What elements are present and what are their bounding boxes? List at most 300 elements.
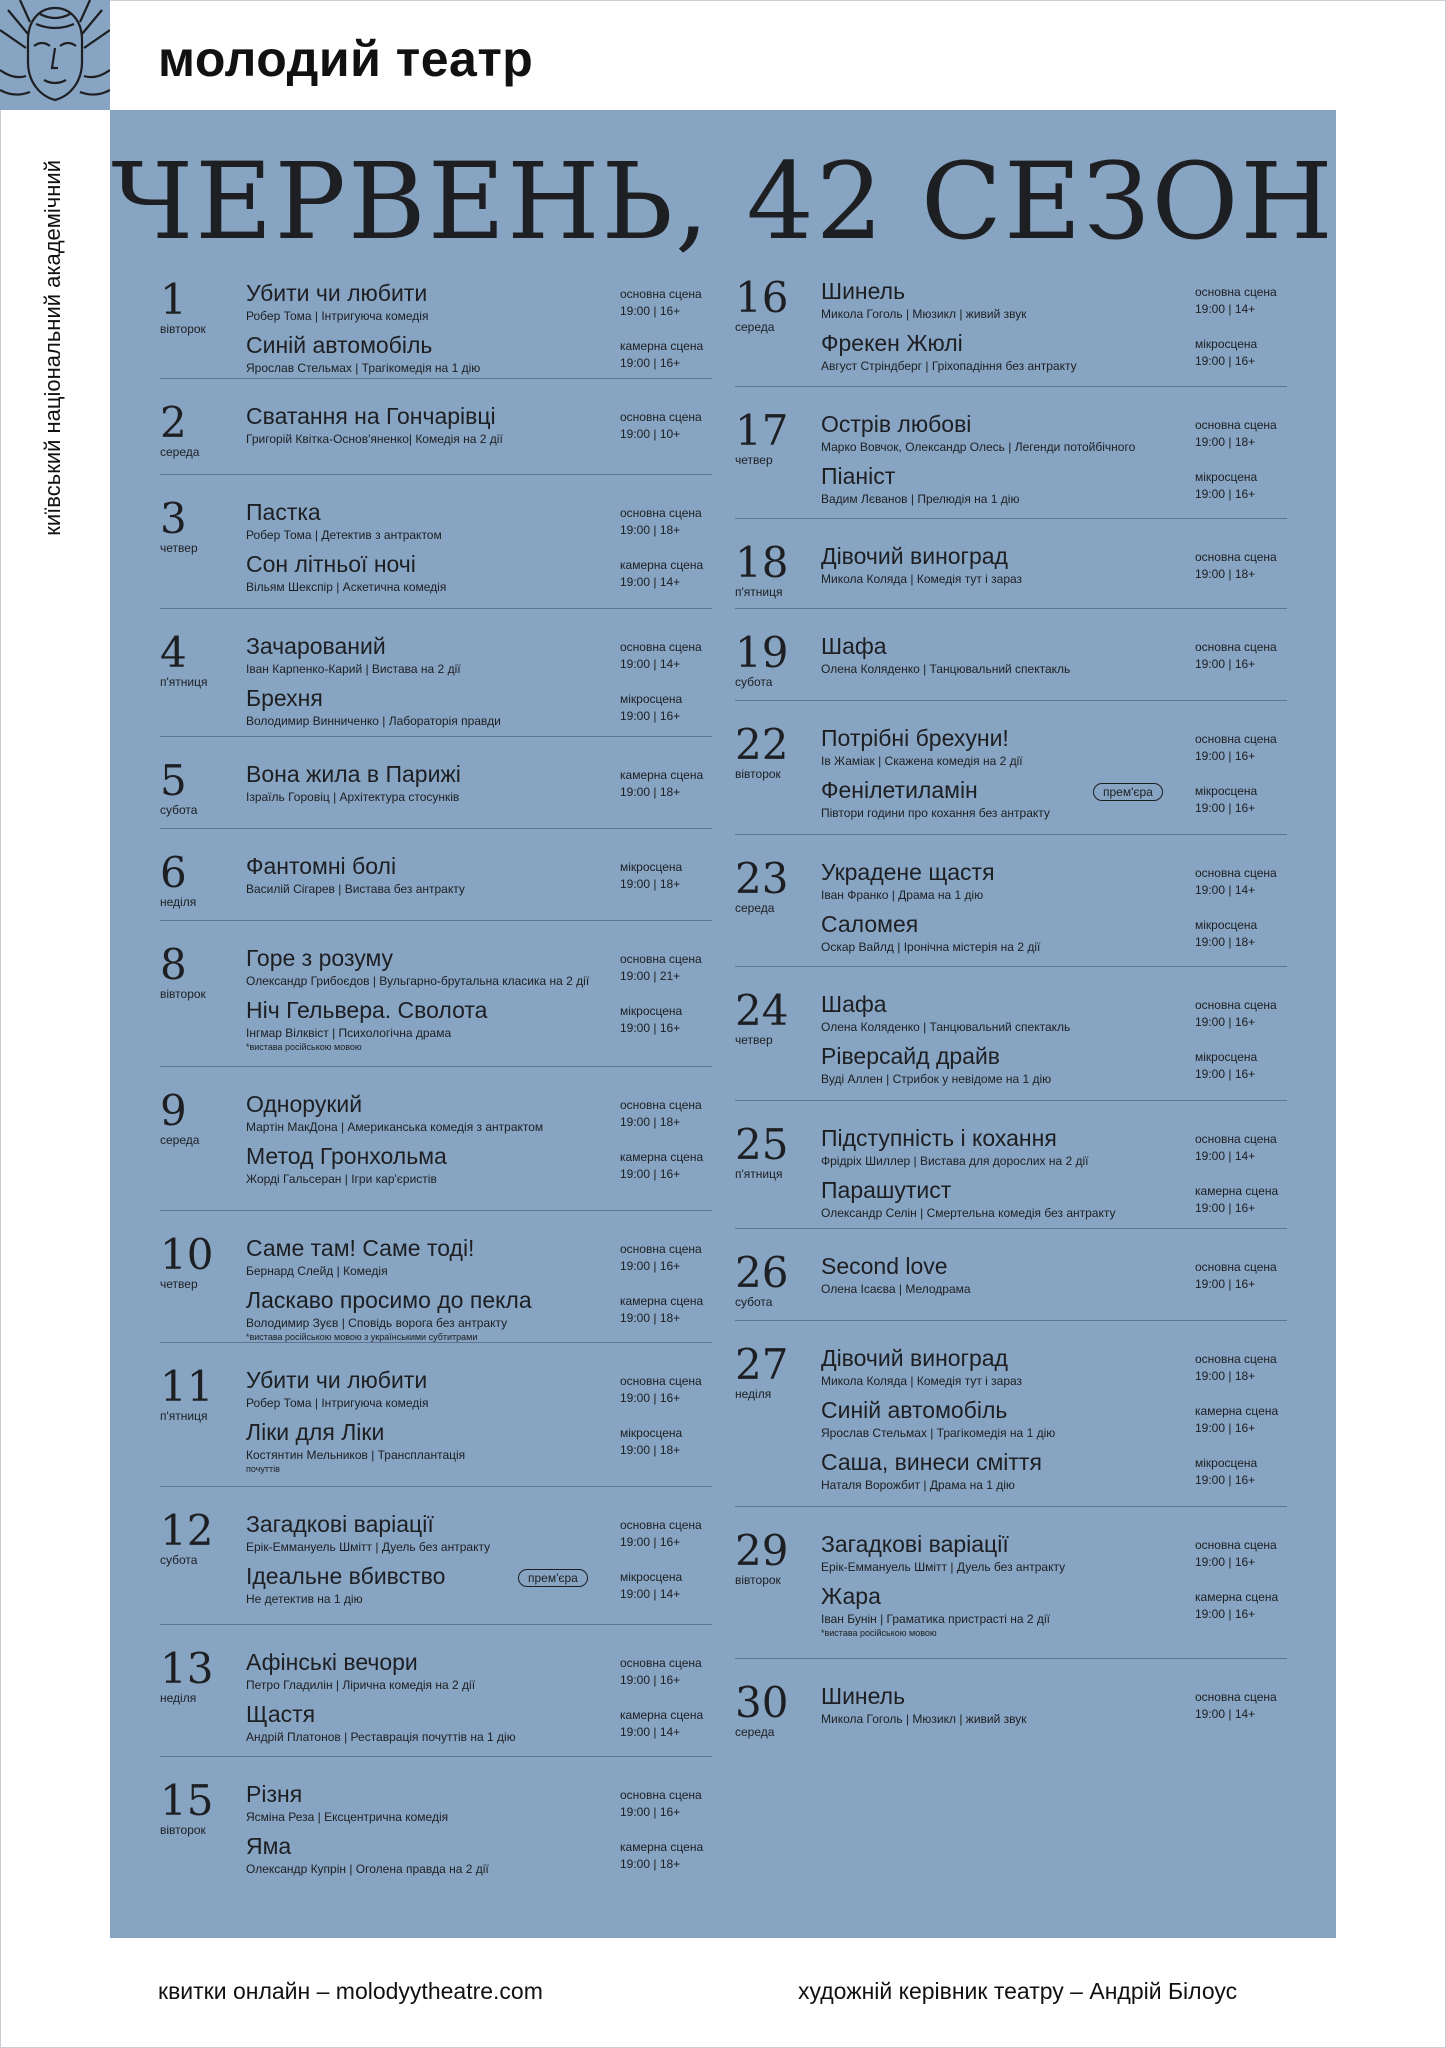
day-weekday: субота bbox=[160, 803, 198, 817]
show-time-age: 19:00 | 16+ bbox=[1195, 1277, 1256, 1291]
show-venue: основна сцена bbox=[620, 287, 702, 301]
day-weekday: вівторок bbox=[160, 1823, 206, 1837]
show-venue-time bbox=[620, 639, 702, 673]
show-entry[interactable] bbox=[821, 1345, 1287, 1397]
show-venue-time bbox=[1195, 1351, 1277, 1385]
show-title: Брехня bbox=[246, 685, 323, 711]
show-time-age: 19:00 | 16+ bbox=[1195, 1201, 1256, 1215]
show-venue: основна сцена bbox=[620, 640, 702, 654]
show-entry[interactable] bbox=[246, 403, 712, 455]
day-block bbox=[160, 920, 712, 1052]
show-entry[interactable] bbox=[821, 633, 1287, 685]
show-time-age: 19:00 | 16+ bbox=[1195, 1421, 1256, 1435]
show-description: Мартін МакДона | Американська комедія з антрактом bbox=[246, 1120, 544, 1134]
show-title: Саша, винеси сміття bbox=[821, 1449, 1042, 1475]
show-entry[interactable] bbox=[246, 332, 712, 384]
show-title: Горе з розуму bbox=[246, 945, 394, 971]
show-time-age: 19:00 | 18+ bbox=[1195, 1369, 1256, 1383]
show-title: Афінські вечори bbox=[246, 1649, 418, 1675]
day-block bbox=[735, 700, 1287, 820]
day-block bbox=[160, 828, 712, 909]
show-description: Ярослав Стельмах | Трагікомедія на 1 дію bbox=[246, 361, 481, 375]
day-number: 26 bbox=[735, 1248, 789, 1297]
show-title: Щастя bbox=[246, 1701, 316, 1727]
show-entry[interactable] bbox=[246, 1287, 712, 1342]
day-weekday: четвер bbox=[735, 1033, 773, 1047]
show-venue: основна сцена bbox=[1195, 550, 1277, 564]
day-block bbox=[160, 378, 712, 459]
show-title: Убити чи любити bbox=[246, 280, 428, 306]
show-time-age: 19:00 | 16+ bbox=[1195, 1067, 1256, 1081]
show-entry[interactable] bbox=[246, 633, 712, 685]
day-date bbox=[735, 538, 815, 599]
day-date bbox=[160, 1086, 240, 1147]
day-date bbox=[160, 398, 240, 459]
show-entry[interactable] bbox=[246, 1367, 712, 1419]
day-date bbox=[160, 628, 240, 689]
show-time-age: 19:00 | 16+ bbox=[1195, 801, 1256, 815]
show-venue-time bbox=[620, 951, 702, 985]
show-venue: основна сцена bbox=[620, 1374, 702, 1388]
show-description: Фрідріх Шиллер | Вистава для дорослих на 2 дії bbox=[821, 1154, 1089, 1168]
day-number: 1 bbox=[160, 275, 187, 324]
show-title: Украдене щастя bbox=[821, 859, 995, 885]
day-date bbox=[735, 854, 815, 915]
show-description: Микола Коляда | Комедія тут і зараз bbox=[821, 572, 1023, 586]
show-entry[interactable] bbox=[246, 1143, 712, 1195]
show-time-age: 19:00 | 16+ bbox=[1195, 657, 1256, 671]
show-entry[interactable] bbox=[821, 859, 1287, 911]
day-block bbox=[160, 1210, 712, 1342]
show-time-age: 19:00 | 21+ bbox=[620, 969, 681, 983]
show-time-age: 19:00 | 18+ bbox=[1195, 435, 1256, 449]
day-weekday: п'ятниця bbox=[160, 1409, 208, 1423]
show-venue: мікросцена bbox=[1195, 470, 1258, 484]
show-venue: мікросцена bbox=[620, 1004, 683, 1018]
day-weekday: п'ятниця bbox=[735, 585, 783, 599]
day-block bbox=[735, 1658, 1287, 1739]
day-number: 5 bbox=[160, 756, 187, 805]
show-time-age: 19:00 | 18+ bbox=[620, 877, 681, 891]
show-entry[interactable] bbox=[821, 411, 1287, 463]
show-venue: мікросцена bbox=[1195, 918, 1258, 932]
show-venue: основна сцена bbox=[1195, 1690, 1277, 1704]
day-number: 13 bbox=[160, 1644, 214, 1693]
show-time-age: 19:00 | 16+ bbox=[620, 709, 681, 723]
show-venue-time bbox=[620, 1839, 703, 1873]
show-venue: мікросцена bbox=[620, 1570, 683, 1584]
show-time-age: 19:00 | 16+ bbox=[1195, 487, 1256, 501]
show-venue: основна сцена bbox=[1195, 418, 1277, 432]
show-title: Потрібні брехуни! bbox=[821, 725, 1009, 751]
day-weekday: четвер bbox=[160, 1277, 198, 1291]
day-number: 12 bbox=[160, 1506, 214, 1555]
theatre-brand-title: молодий театр bbox=[158, 31, 534, 87]
show-title: Дівочий виноград bbox=[821, 1345, 1008, 1371]
day-block bbox=[735, 1228, 1287, 1309]
show-title: Сон літньої ночі bbox=[246, 551, 416, 577]
day-weekday: четвер bbox=[160, 541, 198, 555]
show-description: Не детектив на 1 дію bbox=[246, 1592, 363, 1606]
show-entry[interactable] bbox=[821, 725, 1287, 777]
show-description: Півтори години про кохання без антракту bbox=[821, 806, 1050, 820]
show-entry[interactable] bbox=[821, 1043, 1287, 1095]
show-description: Олександр Купрін | Оголена правда на 2 дії bbox=[246, 1862, 489, 1876]
show-time-age: 19:00 | 14+ bbox=[1195, 1707, 1256, 1721]
show-venue: основна сцена bbox=[620, 1518, 702, 1532]
show-venue-time bbox=[1195, 1403, 1278, 1437]
day-weekday: вівторок bbox=[735, 767, 781, 781]
day-weekday: середа bbox=[735, 320, 775, 334]
show-venue-time bbox=[620, 1569, 682, 1603]
show-venue-time bbox=[1195, 1259, 1277, 1293]
show-title: Підступність і кохання bbox=[821, 1125, 1057, 1151]
day-weekday: середа bbox=[160, 445, 200, 459]
show-entry[interactable] bbox=[246, 1701, 712, 1753]
day-date bbox=[735, 986, 815, 1047]
show-description: Марко Вовчок, Олександр Олесь | Легенди потойбічного bbox=[821, 440, 1136, 454]
show-venue: основна сцена bbox=[1195, 640, 1277, 654]
show-time-age: 19:00 | 16+ bbox=[620, 1259, 681, 1273]
show-entry[interactable] bbox=[821, 911, 1287, 963]
day-date bbox=[160, 848, 240, 909]
show-entry[interactable] bbox=[821, 1531, 1287, 1583]
show-venue: камерна сцена bbox=[620, 768, 704, 782]
show-entry[interactable] bbox=[821, 463, 1287, 515]
day-number: 23 bbox=[735, 854, 789, 903]
show-title: Фенілетиламін bbox=[821, 777, 978, 803]
day-number: 25 bbox=[735, 1120, 789, 1169]
show-title: Саме там! Саме тоді! bbox=[246, 1235, 475, 1261]
show-venue: мікросцена bbox=[1195, 1456, 1258, 1470]
show-title: Фантомні болі bbox=[246, 853, 397, 879]
show-venue-time bbox=[1195, 1049, 1257, 1083]
show-venue: основна сцена bbox=[620, 1656, 702, 1670]
tickets-online-link[interactable]: квитки онлайн – molodyytheatre.com bbox=[158, 1978, 543, 2004]
day-weekday: вівторок bbox=[160, 322, 206, 336]
day-block bbox=[160, 1066, 712, 1186]
show-venue-time bbox=[620, 1097, 702, 1131]
show-description: Олена Коляденко | Танцювальний спектакль bbox=[821, 1020, 1071, 1034]
show-time-age: 19:00 | 14+ bbox=[620, 1587, 681, 1601]
show-entry[interactable] bbox=[246, 945, 712, 997]
show-title: Убити чи любити bbox=[246, 1367, 428, 1393]
show-venue: мікросцена bbox=[1195, 784, 1258, 798]
show-venue: камерна сцена bbox=[620, 1708, 704, 1722]
show-title: Ідеальне вбивство bbox=[246, 1563, 446, 1589]
show-note: *вистава російською мовою bbox=[821, 1628, 937, 1638]
day-weekday: неділя bbox=[160, 1691, 197, 1705]
show-venue: основна сцена bbox=[620, 1098, 702, 1112]
show-time-age: 19:00 | 16+ bbox=[620, 304, 681, 318]
show-title: Метод Гронхольма bbox=[246, 1143, 447, 1169]
day-weekday: субота bbox=[160, 1553, 198, 1567]
show-description: Ерік-Еммануель Шмітт | Дуель без антракту bbox=[821, 1560, 1066, 1574]
day-date bbox=[160, 1506, 240, 1567]
show-entry[interactable] bbox=[246, 1649, 712, 1701]
show-venue-time bbox=[1195, 997, 1277, 1031]
show-time-age: 19:00 | 18+ bbox=[620, 785, 681, 799]
show-venue-time bbox=[1195, 783, 1257, 817]
show-title: Піаніст bbox=[821, 463, 896, 489]
show-time-age: 19:00 | 18+ bbox=[620, 1443, 681, 1457]
page-title: ЧЕРВЕНЬ, 42 СЕЗОН bbox=[111, 140, 1335, 263]
show-venue-time bbox=[620, 1787, 702, 1821]
show-venue: основна сцена bbox=[1195, 998, 1277, 1012]
show-title: Second love bbox=[821, 1253, 948, 1279]
show-venue: основна сцена bbox=[620, 506, 702, 520]
show-venue-time bbox=[1195, 1455, 1257, 1489]
show-title: Синій автомобіль bbox=[246, 332, 433, 358]
show-description: Іван Франко | Драма на 1 дію bbox=[821, 888, 984, 902]
show-entry[interactable] bbox=[246, 1563, 712, 1615]
day-block bbox=[735, 966, 1287, 1086]
show-description: Ерік-Еммануель Шмітт | Дуель без антракту bbox=[246, 1540, 491, 1554]
day-weekday: середа bbox=[160, 1133, 200, 1147]
show-venue-time bbox=[620, 1293, 703, 1327]
show-description: Володимир Винниченко | Лабораторія правди bbox=[246, 714, 501, 728]
day-date bbox=[160, 1776, 240, 1837]
day-number: 17 bbox=[735, 406, 789, 455]
day-date bbox=[735, 628, 815, 689]
day-number: 4 bbox=[160, 628, 187, 677]
show-venue: мікросцена bbox=[1195, 1050, 1258, 1064]
show-time-age: 19:00 | 16+ bbox=[1195, 1555, 1256, 1569]
show-venue-time bbox=[1195, 336, 1257, 370]
day-date bbox=[160, 1644, 240, 1705]
show-description: Бернард Слейд | Комедія bbox=[246, 1264, 388, 1278]
show-time-age: 19:00 | 16+ bbox=[620, 356, 681, 370]
day-number: 2 bbox=[160, 398, 187, 447]
day-block bbox=[160, 736, 712, 817]
show-venue: основна сцена bbox=[620, 1788, 702, 1802]
show-venue: камерна сцена bbox=[620, 339, 704, 353]
show-title: Яма bbox=[246, 1833, 292, 1859]
show-entry[interactable] bbox=[246, 853, 712, 905]
show-entry[interactable] bbox=[246, 1781, 712, 1833]
show-venue: камерна сцена bbox=[620, 1294, 704, 1308]
show-title: Загадкові варіації bbox=[821, 1531, 1009, 1557]
show-entry[interactable] bbox=[246, 761, 712, 813]
show-entry[interactable] bbox=[246, 1511, 712, 1563]
show-entry[interactable] bbox=[821, 1397, 1287, 1449]
show-venue-time bbox=[620, 557, 703, 591]
show-description: Август Стріндберг | Гріхопадіння без антракту bbox=[821, 359, 1077, 373]
show-entry[interactable] bbox=[246, 499, 712, 551]
show-description: Микола Гоголь | Мюзикл | живий звук bbox=[821, 307, 1027, 321]
day-date bbox=[735, 273, 815, 334]
day-number: 8 bbox=[160, 940, 187, 989]
show-title: Ліки для Ліки bbox=[246, 1419, 385, 1445]
show-venue-time bbox=[620, 1707, 703, 1741]
show-entry[interactable] bbox=[246, 997, 712, 1052]
show-venue: камерна сцена bbox=[1195, 1184, 1279, 1198]
show-time-age: 19:00 | 14+ bbox=[620, 1725, 681, 1739]
show-entry[interactable] bbox=[821, 1683, 1287, 1735]
show-entry[interactable] bbox=[821, 278, 1287, 330]
show-title: Сватання на Гончарівці bbox=[246, 403, 496, 429]
show-entry[interactable] bbox=[246, 1235, 712, 1287]
show-description: Костянтин Мельников | Трансплантація bbox=[246, 1448, 466, 1462]
show-venue: основна сцена bbox=[1195, 866, 1277, 880]
day-block bbox=[160, 1624, 712, 1744]
show-title: Шинель bbox=[821, 278, 906, 304]
day-number: 24 bbox=[735, 986, 789, 1035]
day-date bbox=[160, 1230, 240, 1291]
day-block bbox=[735, 834, 1287, 954]
show-description: Робер Тома | Детектив з антрактом bbox=[246, 528, 442, 542]
show-description: Олена Ісаєва | Мелодрама bbox=[821, 1282, 971, 1296]
show-entry[interactable] bbox=[821, 1449, 1287, 1501]
show-entry[interactable] bbox=[821, 1583, 1287, 1638]
show-note: почуттів bbox=[246, 1464, 280, 1474]
show-note: *вистава російською мовою bbox=[246, 1042, 362, 1052]
show-entry[interactable] bbox=[821, 777, 1287, 829]
vertical-subtitle-text: київський національний академічний bbox=[40, 160, 65, 536]
show-time-age: 19:00 | 16+ bbox=[620, 1021, 681, 1035]
show-venue-time bbox=[620, 505, 702, 539]
day-number: 10 bbox=[160, 1230, 214, 1279]
show-description: Григорій Квітка-Основ'яненко| Комедія на 2 дії bbox=[246, 432, 503, 446]
show-entry[interactable] bbox=[821, 1253, 1287, 1305]
show-title: Саломея bbox=[821, 911, 919, 937]
show-note: *вистава російською мовою з українськими субтитрами bbox=[246, 1332, 478, 1342]
show-title: Острів любові bbox=[821, 411, 972, 437]
show-time-age: 19:00 | 18+ bbox=[1195, 935, 1256, 949]
show-venue: основна сцена bbox=[1195, 1132, 1277, 1146]
premiere-badge: прем'єра bbox=[1093, 783, 1163, 801]
show-description: Вільям Шекспір | Аскетична комедія bbox=[246, 580, 447, 594]
day-weekday: п'ятниця bbox=[160, 675, 208, 689]
schedule-panel bbox=[110, 110, 1336, 1938]
day-number: 6 bbox=[160, 848, 187, 897]
show-venue-time bbox=[1195, 639, 1277, 673]
show-time-age: 19:00 | 18+ bbox=[620, 1857, 681, 1871]
show-venue-time bbox=[620, 1517, 702, 1551]
day-block bbox=[160, 1486, 712, 1606]
show-time-age: 19:00 | 14+ bbox=[620, 657, 681, 671]
show-venue: основна сцена bbox=[620, 410, 702, 424]
show-description: Олександр Грибоєдов | Вульгарно-брутальна класика на 2 дії bbox=[246, 974, 590, 988]
day-date bbox=[160, 1362, 240, 1423]
show-entry[interactable] bbox=[821, 543, 1287, 595]
day-weekday: вівторок bbox=[160, 987, 206, 1001]
day-number: 9 bbox=[160, 1086, 187, 1135]
show-time-age: 19:00 | 16+ bbox=[620, 1167, 681, 1181]
show-venue: мікросцена bbox=[620, 1426, 683, 1440]
show-title: Шафа bbox=[821, 991, 887, 1017]
day-number: 19 bbox=[735, 628, 789, 677]
show-entry[interactable] bbox=[246, 280, 712, 332]
show-venue-time bbox=[620, 1373, 702, 1407]
day-block bbox=[160, 1756, 712, 1876]
show-entry[interactable] bbox=[821, 991, 1287, 1043]
show-entry[interactable] bbox=[246, 1833, 712, 1885]
show-venue-time bbox=[620, 859, 682, 893]
day-weekday: субота bbox=[735, 1295, 773, 1309]
show-description: Вуді Аллен | Стрибок у невідоме на 1 дію bbox=[821, 1072, 1052, 1086]
day-date bbox=[160, 494, 240, 555]
day-number: 22 bbox=[735, 720, 789, 769]
day-weekday: субота bbox=[735, 675, 773, 689]
day-date bbox=[735, 406, 815, 467]
show-title: Шинель bbox=[821, 1683, 906, 1709]
day-block bbox=[160, 608, 712, 728]
show-venue-time bbox=[620, 1241, 702, 1275]
day-number: 11 bbox=[160, 1362, 214, 1411]
show-entry[interactable] bbox=[821, 1177, 1287, 1229]
day-date bbox=[735, 1120, 815, 1181]
show-venue-time bbox=[1195, 549, 1277, 583]
show-time-age: 19:00 | 16+ bbox=[1195, 1607, 1256, 1621]
show-title: Різня bbox=[246, 1781, 303, 1807]
show-venue: мікросцена bbox=[1195, 337, 1258, 351]
show-description: Іван Карпенко-Карий | Вистава на 2 дії bbox=[246, 662, 461, 676]
show-time-age: 19:00 | 18+ bbox=[620, 1311, 681, 1325]
show-description: Микола Гоголь | Мюзикл | живий звук bbox=[821, 1712, 1027, 1726]
show-title: Дівочий виноград bbox=[821, 543, 1008, 569]
day-number: 16 bbox=[735, 273, 789, 322]
show-entry[interactable] bbox=[246, 685, 712, 737]
theatre-logo-icon bbox=[0, 0, 110, 110]
show-venue: основна сцена bbox=[1195, 1352, 1277, 1366]
show-venue-time bbox=[1195, 417, 1277, 451]
day-weekday: неділя bbox=[735, 1387, 772, 1401]
day-number: 18 bbox=[735, 538, 789, 587]
show-venue-time bbox=[620, 1425, 682, 1459]
day-block bbox=[735, 1506, 1287, 1638]
show-description: Петро Гладилін | Лірична комедія на 2 дії bbox=[246, 1678, 476, 1692]
show-venue: основна сцена bbox=[1195, 1260, 1277, 1274]
show-description: Робер Тома | Інтригуюча комедія bbox=[246, 309, 429, 323]
show-title: Синій автомобіль bbox=[821, 1397, 1008, 1423]
show-time-age: 19:00 | 16+ bbox=[620, 1535, 681, 1549]
show-venue-time bbox=[620, 338, 703, 372]
show-title: Пастка bbox=[246, 499, 321, 525]
show-description: Робер Тома | Інтригуюча комедія bbox=[246, 1396, 429, 1410]
show-description: Ізраїль Горовіц | Архітектура стосунків bbox=[246, 790, 460, 804]
show-venue-time bbox=[1195, 917, 1257, 951]
show-description: Ів Жаміак | Скажена комедія на 2 дії bbox=[821, 754, 1023, 768]
show-entry[interactable] bbox=[246, 551, 712, 603]
day-date bbox=[735, 1340, 815, 1401]
day-weekday: середа bbox=[735, 1725, 775, 1739]
show-venue: основна сцена bbox=[620, 1242, 702, 1256]
show-venue: мікросцена bbox=[620, 860, 683, 874]
day-date bbox=[735, 1526, 815, 1587]
show-title: Загадкові варіації bbox=[246, 1511, 434, 1537]
day-weekday: п'ятниця bbox=[735, 1167, 783, 1181]
show-entry[interactable] bbox=[246, 1091, 712, 1143]
show-venue-time bbox=[1195, 1689, 1277, 1723]
show-venue: камерна сцена bbox=[620, 1840, 704, 1854]
show-entry[interactable] bbox=[246, 1419, 712, 1474]
day-number: 30 bbox=[735, 1678, 789, 1727]
show-time-age: 19:00 | 18+ bbox=[620, 1115, 681, 1129]
show-description: Інгмар Вілквіст | Психологічна драма bbox=[246, 1026, 452, 1040]
show-entry[interactable] bbox=[821, 1125, 1287, 1177]
show-entry[interactable] bbox=[821, 330, 1287, 382]
day-date bbox=[160, 940, 240, 1001]
show-venue-time bbox=[620, 1003, 682, 1037]
show-time-age: 19:00 | 16+ bbox=[1195, 1473, 1256, 1487]
show-title: Фрекен Жюлі bbox=[821, 330, 963, 356]
show-time-age: 19:00 | 16+ bbox=[620, 1673, 681, 1687]
day-number: 29 bbox=[735, 1526, 789, 1575]
show-description: Вадим Лєванов | Прелюдія на 1 дію bbox=[821, 492, 1020, 506]
show-description: Наталя Ворожбит | Драма на 1 дію bbox=[821, 1478, 1015, 1492]
show-time-age: 19:00 | 18+ bbox=[620, 523, 681, 537]
